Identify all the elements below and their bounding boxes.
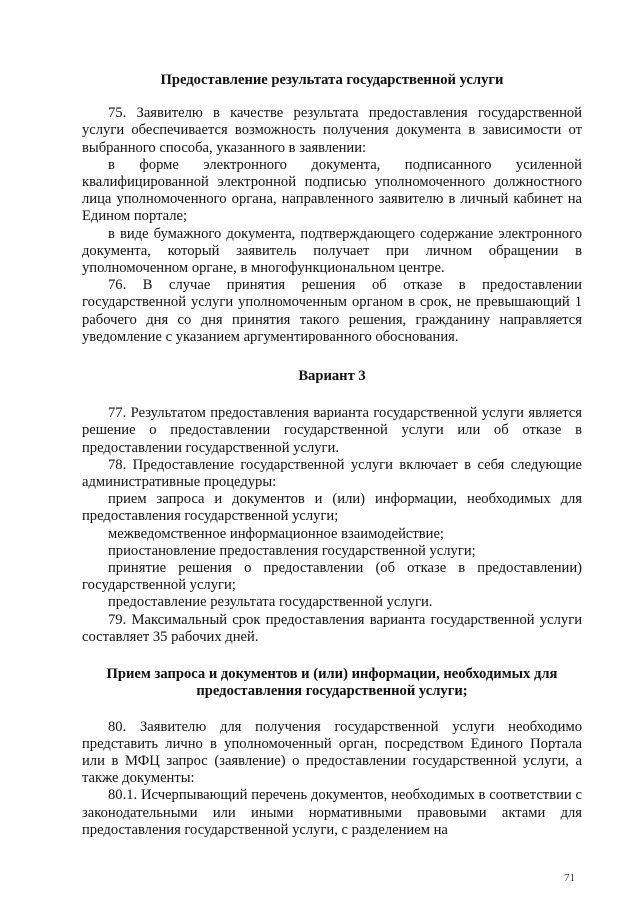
procedure-item-reception: прием запроса и документов и (или) информации, необходимых для предоставления государственной услуги; — [82, 491, 582, 525]
procedure-item-suspension: приостановление предоставления государственной услуги; — [108, 542, 476, 559]
section-heading-request-reception: Прием запроса и документов и (или) информации, необходимых для предоставления государственной услуги; — [106, 666, 558, 700]
paragraph-electronic-form: в форме электронного документа, подписанного усиленной квалифицированной электронной подписью уполномоченного должностного лица уполномоченного органа, направленного заявителю в личный кабинет на Едином портале; — [82, 156, 582, 225]
paragraph-76: 76. В случае принятия решения об отказе в предоставлении государственной услуги уполномоченным органом в срок, не превышающий 1 рабочего дня со дня принятия такого решения, гражданину направляется уведомление с указанием аргументированного обоснования. — [82, 277, 582, 345]
request-section-body — [82, 719, 582, 839]
section-heading-variant-3: Вариант 3 — [298, 368, 366, 385]
result-section-body — [82, 105, 582, 346]
paragraph-79: 79. Максимальный срок предоставления варианта государственной услуги составляет 35 рабочих дней. — [82, 611, 582, 645]
paragraph-77: 77. Результатом предоставления варианта государственной услуги является решение о предоставлении государственной услуги или об отказе в предоставлении государственной услуги. — [82, 405, 582, 456]
variant-3-section-body — [82, 405, 582, 646]
paragraph-75: 75. Заявителю в качестве результата предоставления государственной услуги обеспечивается возможность получения документа в зависимости от выбранного способа, указанного в заявлении: — [82, 105, 582, 156]
paragraph-paper-form: в виде бумажного документа, подтверждающего содержание электронного документа, который заявитель получает при личном обращении в уполномоченном органе, в многофункциональном центре. — [82, 225, 582, 277]
procedure-item-decision: принятие решения о предоставлении (об отказе в предоставлении) государственной услуги; — [82, 560, 582, 594]
procedure-item-result: предоставление результата государственной услуги. — [108, 594, 433, 611]
paragraph-78: 78. Предоставление государственной услуги включает в себя следующие административные процедуры: — [82, 456, 582, 491]
procedure-item-interagency: межведомственное информационное взаимодействие; — [108, 525, 444, 542]
paragraph-80-1: 80.1. Исчерпывающий перечень документов, необходимых в соответствии с законодательными или иными нормативными правовыми актами для предоставления государственной услуги, с разделением на — [82, 787, 582, 838]
section-heading-result: Предоставление результата государственной услуги — [160, 72, 504, 88]
paragraph-80: 80. Заявителю для получения государственной услуги необходимо представить лично в уполномоченный орган, посредством Единого Портала или в МФЦ запрос (заявление) о предоставлении государственной услуги, а также документы: — [82, 718, 582, 787]
page-number: 71 — [564, 872, 575, 884]
document-page — [82, 72, 582, 892]
